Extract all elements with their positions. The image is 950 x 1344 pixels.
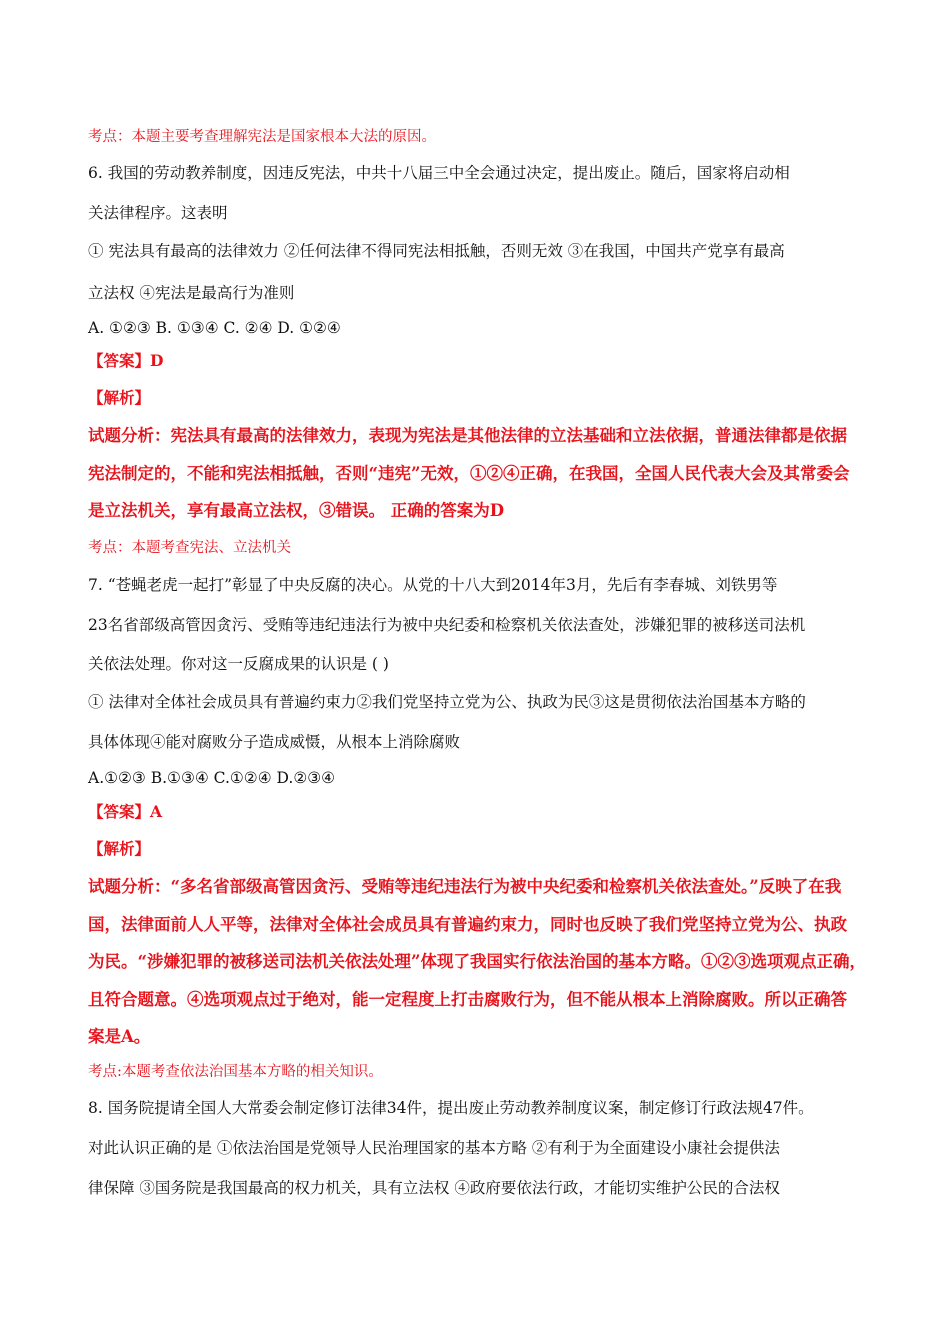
question-7-stem-line-2: 23名省部级高管因贪污、受贿等违纪违法行为被中央纪委和检察机关依法查处，涉嫌犯罪的被移送司法机 [88, 616, 806, 634]
question-8-stem-line-1: 8. 国务院提请全国人大常委会制定修订法律34件，提出废止劳动教养制度议案，制定修订行政法规47件。 [88, 1099, 814, 1117]
question-7-analysis-line-3: 为民。“涉嫌犯罪的被移送司法机关依法处理”体现了我国实行依法治国的基本方略。①②③选项观点正确， [88, 952, 866, 971]
question-7-analysis-line-4: 且符合题意。④选项观点过于绝对，能一定程度上打击腐败行为，但不能从根本上消除腐败。所以正确答 [88, 990, 847, 1009]
question-6-statements-line-2: 立法权 ④宪法是最高行为准则 [88, 284, 295, 302]
exam-point-5: 考点：本题主要考查理解宪法是国家根本大法的原因。 [88, 129, 436, 145]
question-7-analysis-line-1: 试题分析：“多名省部级高管因贪污、受贿等违纪违法行为被中央纪委和检察机关依法查处。”反映了在我 [88, 877, 842, 896]
question-6-analysis-heading: 【解析】 [88, 388, 151, 407]
question-7-answer: 【答案】A [88, 802, 163, 821]
question-8-stem-line-2: 对此认识正确的是 ①依法治国是党领导人民治理国家的基本方略 ②有利于为全面建设小康社会提供法 [88, 1139, 780, 1157]
question-6-analysis-line-1: 试题分析：宪法具有最高的法律效力，表现为宪法是其他法律的立法基础和立法依据，普通法律都是依据 [88, 426, 847, 445]
question-7-statements-line-2: 具体体现④能对腐败分子造成威慑，从根本上消除腐败 [88, 733, 461, 751]
question-7-analysis-heading: 【解析】 [88, 839, 151, 858]
question-7-analysis-line-2: 国，法律面前人人平等，法律对全体社会成员具有普遍约束力，同时也反映了我们党坚持立党为公、执政 [88, 915, 847, 934]
question-6-answer: 【答案】D [88, 351, 164, 370]
question-7-options: A.①②③ B.①③④ C.①②④ D.②③④ [88, 769, 336, 787]
question-7-stem-line-3: 关依法处理。你对这一反腐成果的认识是 ( ) [88, 655, 389, 673]
question-6-statements-line-1: ① 宪法具有最高的法律效力 ②任何法律不得同宪法相抵触，否则无效 ③在我国，中国共产党享有最高 [88, 242, 785, 260]
question-6-stem-line-2: 关法律程序。这表明 [88, 204, 228, 222]
question-7-exam-point: 考点:本题考查依法治国基本方略的相关知识。 [88, 1064, 383, 1080]
question-6-stem-line-1: 6. 我国的劳动教养制度，因违反宪法，中共十八届三中全会通过决定，提出废止。随后，国家将启动相 [88, 164, 790, 182]
question-6-analysis-line-2: 宪法制定的，不能和宪法相抵触，否则“违宪”无效，①②④正确，在我国，全国人民代表大会及其常委会 [88, 464, 850, 483]
question-7-statements-line-1: ① 法律对全体社会成员具有普遍约束力②我们党坚持立党为公、执政为民③这是贯彻依法治国基本方略的 [88, 693, 806, 711]
question-7-analysis-line-5: 案是A。 [88, 1027, 151, 1046]
question-6-exam-point: 考点：本题考查宪法、立法机关 [88, 540, 291, 556]
question-6-options: A. ①②③ B. ①③④ C. ②④ D. ①②④ [88, 319, 341, 337]
question-7-stem-line-1: 7. “苍蝇老虎一起打”彰显了中央反腐的决心。从党的十八大到2014年3月，先后有李春城、刘铁男等 [88, 576, 778, 594]
question-6-analysis-line-3: 是立法机关，享有最高立法权，③错误。 正确的答案为D [88, 501, 505, 520]
question-8-stem-line-3: 律保障 ③国务院是我国最高的权力机关，具有立法权 ④政府要依法行政，才能切实维护公民的合法权 [88, 1179, 780, 1197]
